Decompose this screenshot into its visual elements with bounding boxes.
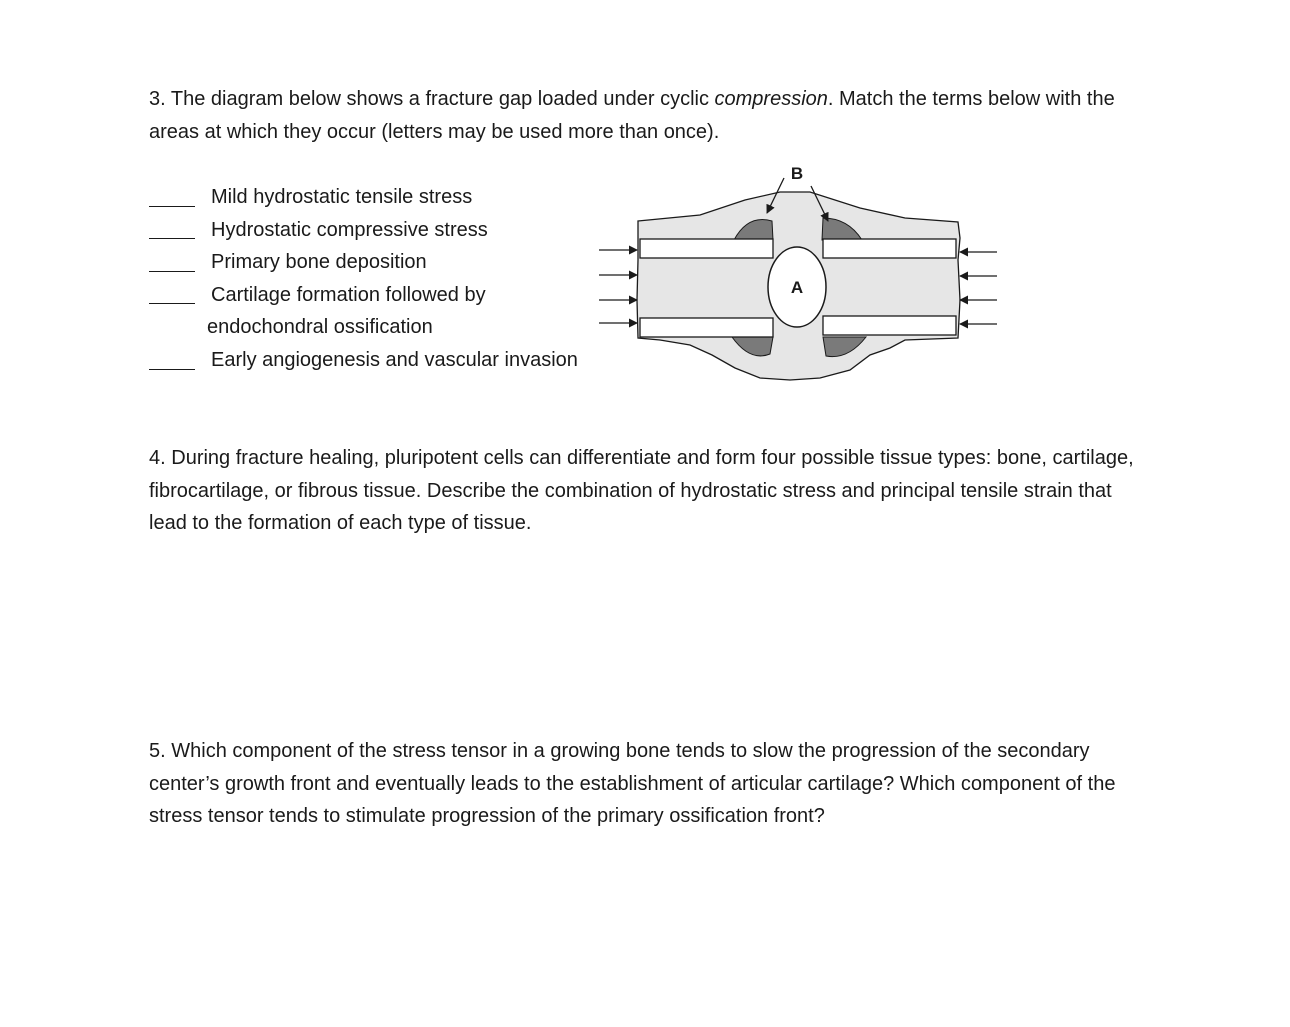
answer-blank[interactable] — [149, 271, 195, 272]
matching-terms-list — [149, 181, 609, 377]
fracture-gap-diagram — [590, 155, 1010, 390]
answer-blank[interactable] — [149, 369, 195, 370]
region-a-label: A — [790, 278, 804, 297]
term-row — [149, 181, 609, 214]
term-row-continuation — [149, 311, 609, 344]
answer-blank[interactable] — [149, 303, 195, 304]
question-5-text: Which component of the stress tensor in a growing bone tends to slow the progression of the secondary center’s growth front and eventually leads to the establishment of articular cartilage? Which component of the stress tensor tends to stimulate progression of the primary ossification front? — [149, 740, 1116, 827]
term-row — [149, 279, 609, 312]
question-5-prompt — [149, 735, 1159, 833]
region-b-label: B — [790, 164, 804, 183]
term-text: Early angiogenesis and vascular invasion — [211, 348, 578, 371]
term-row — [149, 246, 609, 279]
answer-blank[interactable] — [149, 206, 195, 207]
question-3-text-after: . Match the terms below with the areas at which they occur (letters may be used more than once). — [149, 88, 1115, 143]
question-3-prompt — [149, 83, 1149, 148]
term-text: Mild hydrostatic tensile stress — [211, 186, 473, 208]
bone-cortex-upper-right — [823, 239, 956, 258]
answer-blank[interactable] — [149, 238, 195, 239]
question-3-text-italic: compression — [714, 88, 828, 110]
term-text: endochondral ossification — [207, 316, 433, 339]
question-4-number: 4. — [149, 447, 166, 469]
bone-cortex-upper-left — [640, 239, 773, 258]
term-text: Hydrostatic compressive stress — [211, 218, 488, 241]
question-4-prompt — [149, 442, 1149, 540]
question-3-number: 3. — [149, 88, 166, 110]
term-row — [149, 344, 609, 377]
bone-cortex-lower-left — [640, 318, 773, 337]
question-4-text: During fracture healing, pluripotent cells can differentiate and form four possible tissue types: bone, cartilage, fibrocartilage, or fibrous tissue. Describe the combination of hydrostatic stress and principal tensile strain that lead to the formation of each type of tissue. — [149, 447, 1134, 534]
term-text: Primary bone deposition — [211, 251, 427, 274]
term-text: Cartilage formation followed by — [211, 283, 486, 306]
term-row — [149, 214, 609, 247]
question-5-number: 5. — [149, 740, 166, 762]
bone-cortex-lower-right — [823, 316, 956, 335]
question-3-text-before: The diagram below shows a fracture gap loaded under cyclic — [170, 88, 715, 110]
